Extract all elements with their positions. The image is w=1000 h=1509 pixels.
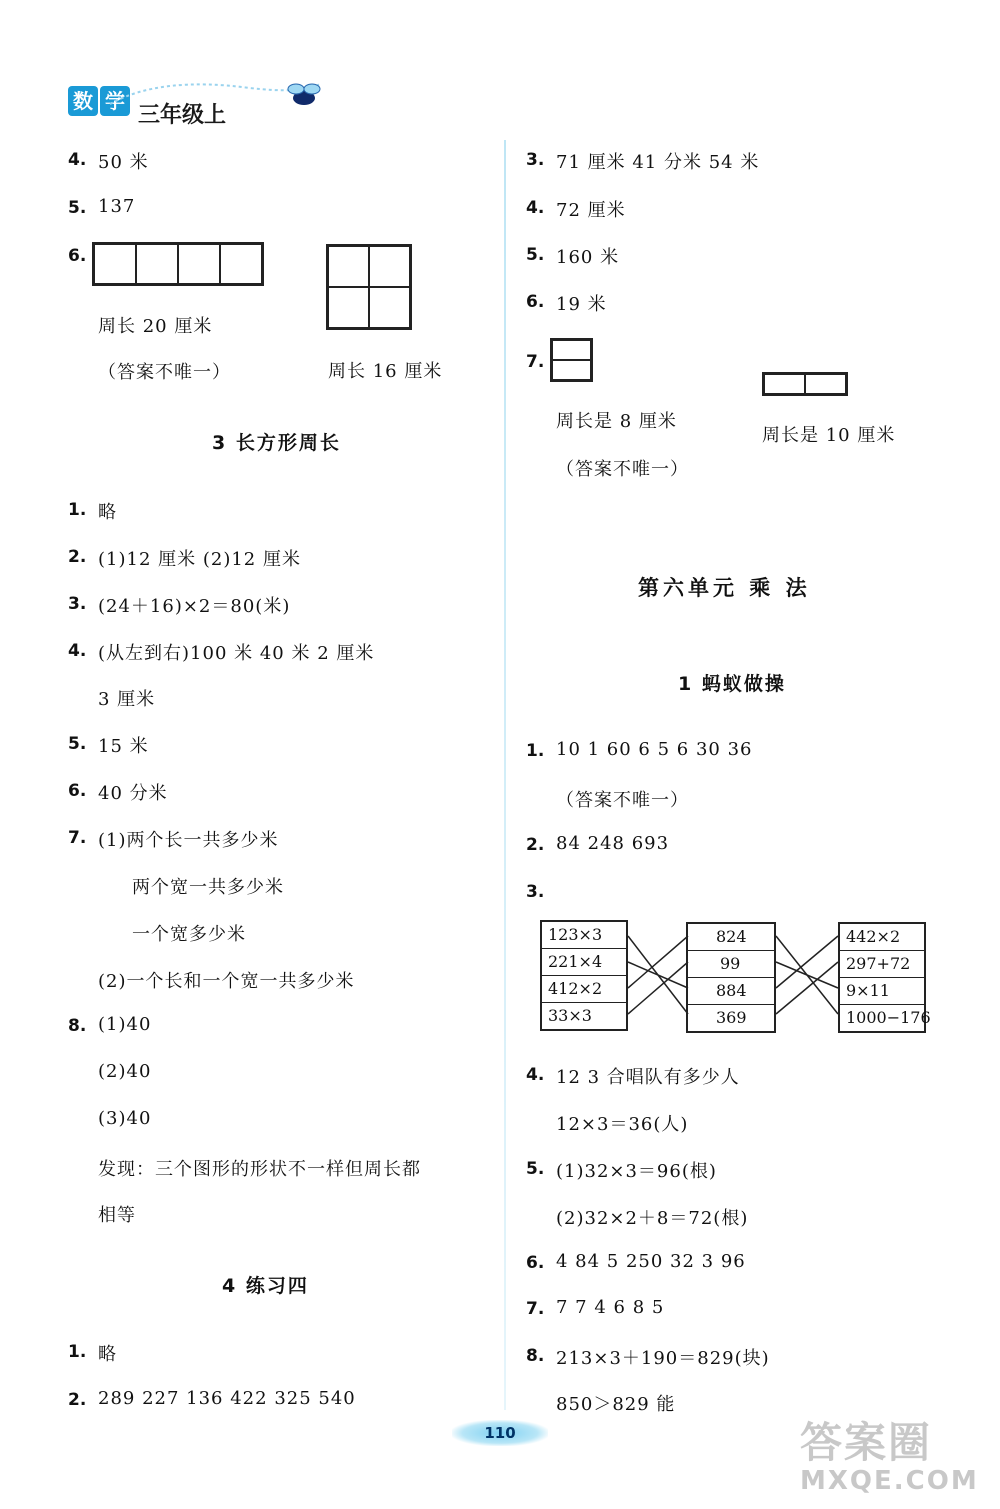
left-question-number: 1. — [68, 500, 87, 520]
left-question-number: 3. — [68, 594, 87, 614]
left-answer-text: (3)40 — [98, 1108, 152, 1129]
bee-icon — [288, 84, 320, 105]
left-answer-text: (2)一个长和一个宽一共多少米 — [98, 971, 355, 992]
matching-right-item: 297+72 — [840, 951, 924, 978]
section-heading-rectangle-perimeter: 3 长方形周长 — [212, 432, 341, 454]
left-question-number: 8. — [68, 1016, 87, 1036]
right-answer-text: 71 厘米 41 分米 54 米 — [556, 152, 760, 173]
left-answer-text: 一个宽多少米 — [132, 924, 246, 945]
badge-char-2: 学 — [100, 86, 130, 116]
matching-right-column — [838, 922, 931, 1033]
figure-1x4-grid — [92, 242, 264, 286]
left-answer-text: (从左到右)100 米 40 米 2 厘米 — [98, 643, 375, 664]
left-answer-text: (1)两个长一共多少米 — [98, 830, 279, 851]
left-answer-text: 略 — [98, 502, 117, 523]
badge-char-1: 数 — [68, 86, 98, 116]
right-question-number: 7. — [526, 352, 545, 372]
left-question-number: 6. — [68, 246, 87, 266]
right-answer-text: （答案不唯一） — [556, 459, 689, 480]
right-question-number: 6. — [526, 292, 545, 312]
watermark — [800, 1410, 990, 1505]
match-line — [776, 936, 838, 988]
left-answer-text: 周长 20 厘米 — [98, 316, 213, 337]
right-answer-text: （答案不唯一） — [556, 790, 689, 811]
left-answer-text: 15 米 — [98, 736, 149, 757]
figure-1x2-grid — [762, 372, 848, 396]
left-question-number: 4. — [68, 641, 87, 661]
match-line — [628, 962, 688, 1014]
left-answer-text: 略 — [98, 1344, 117, 1365]
right-answer-text: 7 7 4 6 8 5 — [556, 1297, 665, 1318]
left-question-number: 5. — [68, 734, 87, 754]
right-question-number: 3. — [526, 882, 545, 902]
right-question-number: 2. — [526, 835, 545, 855]
left-question-number: 4. — [68, 150, 87, 170]
section-heading-ant-exercise: 1 蚂蚁做操 — [678, 673, 786, 695]
column-divider — [504, 140, 506, 1410]
right-question-number: 1. — [526, 741, 545, 761]
match-line — [628, 962, 688, 988]
unit-heading: 第六单元 乘 法 — [638, 576, 811, 600]
matching-left-item: 123×3 — [542, 922, 626, 949]
perimeter-16-label: 周长 16 厘米 — [328, 361, 443, 382]
right-answer-text: 850＞829 能 — [556, 1394, 676, 1415]
matching-middle-item: 369 — [716, 1008, 747, 1027]
right-answer-text: 周长是 8 厘米 — [556, 411, 677, 432]
right-question-number: 5. — [526, 245, 545, 265]
matching-left-item: 412×2 — [542, 976, 626, 1003]
left-answer-text: 137 — [98, 196, 136, 217]
right-question-number: 7. — [526, 1299, 545, 1319]
perimeter-10-label: 周长是 10 厘米 — [762, 425, 896, 446]
left-answer-text: 两个宽一共多少米 — [132, 877, 284, 898]
matching-left-item: 221×4 — [542, 949, 626, 976]
matching-middle-item: 99 — [688, 951, 774, 978]
right-answer-text: 72 厘米 — [556, 200, 626, 221]
left-answer-text: (24＋16)×2＝80(米) — [98, 596, 291, 617]
match-line — [776, 962, 838, 988]
match-line — [628, 936, 688, 988]
right-answer-text: (2)32×2＋8＝72(根) — [556, 1208, 749, 1229]
left-answer-text: 50 米 — [98, 152, 149, 173]
left-question-number: 2. — [68, 1390, 87, 1410]
right-question-number: 6. — [526, 1253, 545, 1273]
right-answer-text: 213×3＋190＝829(块) — [556, 1348, 770, 1369]
left-answer-text: 3 厘米 — [98, 689, 156, 710]
left-answer-text: 289 227 136 422 325 540 — [98, 1388, 356, 1409]
right-question-number: 8. — [526, 1346, 545, 1366]
right-answer-text: 10 1 60 6 5 6 30 36 — [556, 739, 753, 760]
left-answer-text: (1)40 — [98, 1014, 152, 1035]
right-answer-text: 84 248 693 — [556, 833, 670, 854]
matching-lines — [626, 920, 841, 1032]
right-answer-text: 4 84 5 250 32 3 96 — [556, 1251, 746, 1272]
grade-label: 三年级上 — [138, 103, 227, 128]
match-line — [776, 962, 838, 1014]
left-answer-text: (1)12 厘米 (2)12 厘米 — [98, 549, 301, 570]
left-question-number: 1. — [68, 1342, 87, 1362]
right-answer-text: 160 米 — [556, 247, 620, 268]
left-question-number: 6. — [68, 781, 87, 801]
matching-right-item: 442×2 — [840, 924, 924, 951]
left-answer-text: 相等 — [98, 1205, 136, 1226]
right-question-number: 4. — [526, 1065, 545, 1085]
watermark-logo: 答案圈 — [800, 1418, 933, 1467]
left-answer-text: （答案不唯一） — [98, 362, 231, 383]
left-answer-text: 发现：三个图形的形状不一样但周长都 — [98, 1159, 421, 1180]
matching-left-item: 33×3 — [548, 1006, 592, 1025]
matching-middle-item: 884 — [688, 978, 774, 1005]
left-question-number: 2. — [68, 547, 87, 567]
figure-2x1-grid — [550, 338, 593, 382]
right-question-number: 4. — [526, 198, 545, 218]
right-answer-text: 19 米 — [556, 294, 607, 315]
matching-middle-item: 824 — [688, 924, 774, 951]
left-question-number: 5. — [68, 198, 87, 218]
matching-right-item: 1000−176 — [846, 1008, 931, 1027]
figure-2x2-grid — [326, 244, 412, 330]
left-answer-text: (2)40 — [98, 1061, 152, 1082]
left-question-number: 7. — [68, 828, 87, 848]
left-answer-text: 40 分米 — [98, 783, 168, 804]
right-answer-text: (1)32×3＝96(根) — [556, 1161, 717, 1182]
right-answer-text: 12×3＝36(人) — [556, 1114, 689, 1135]
right-question-number: 5. — [526, 1159, 545, 1179]
right-question-number: 3. — [526, 150, 545, 170]
matching-left-column — [540, 920, 628, 1031]
matching-right-item: 9×11 — [840, 978, 924, 1005]
page-number: 110 — [452, 1420, 548, 1446]
header-decoration — [100, 74, 330, 116]
section-heading-exercise-four: 4 练习四 — [222, 1275, 309, 1297]
right-answer-text: 12 3 合唱队有多少人 — [556, 1067, 740, 1088]
watermark-url: MXQE.COM — [800, 1466, 979, 1496]
